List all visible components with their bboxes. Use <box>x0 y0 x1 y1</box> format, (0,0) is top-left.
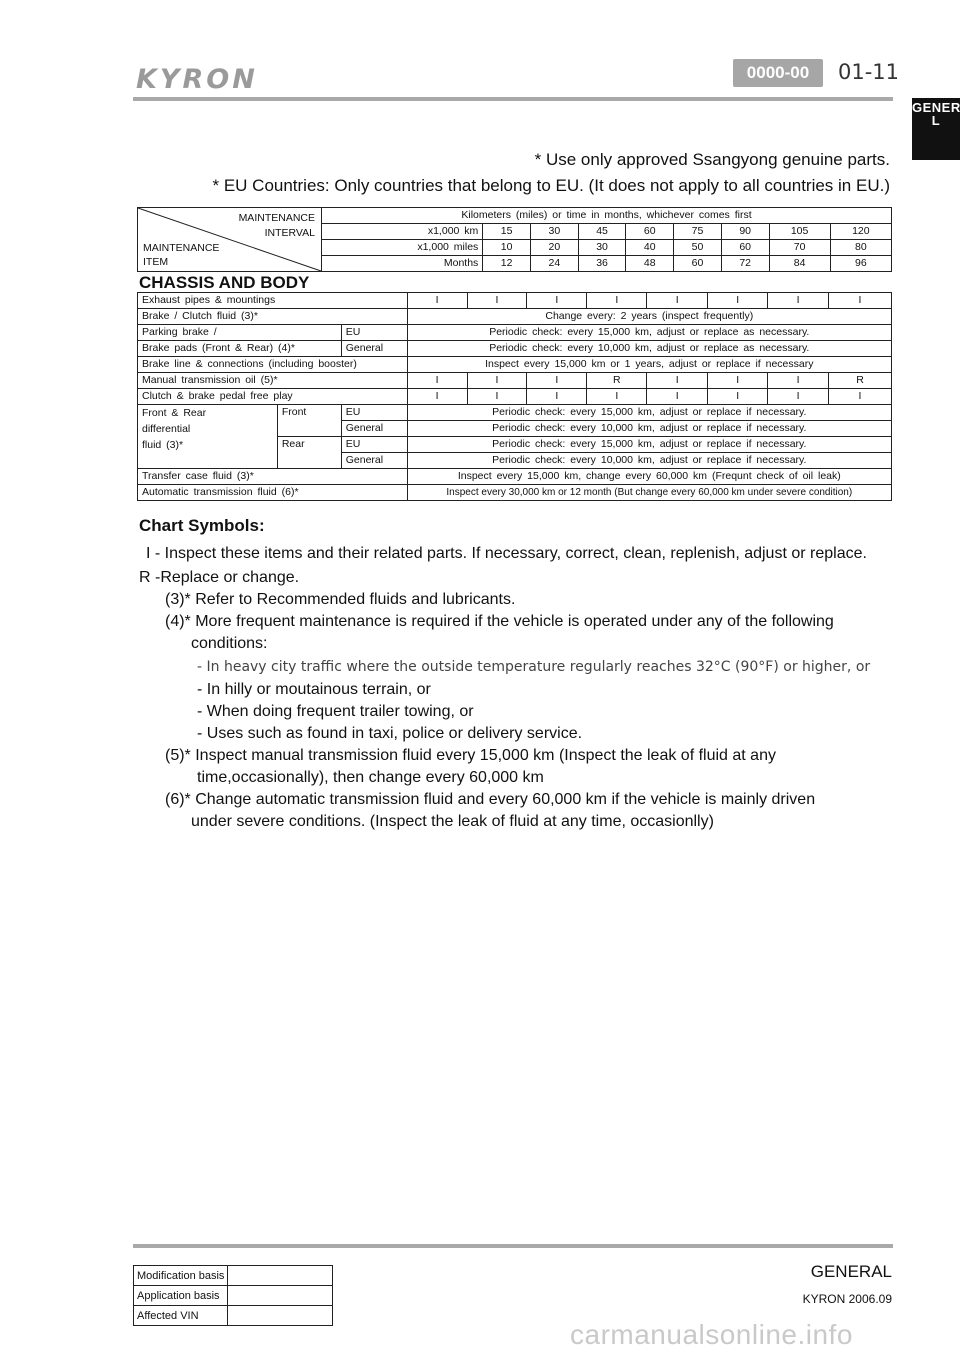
side-tab-line-1: GENERA <box>912 100 971 115</box>
watermark: carmanualsonline.info <box>570 1319 853 1350</box>
interval-cell: 50 <box>674 240 722 256</box>
side-tab-line-2: L <box>931 113 941 128</box>
table-row <box>138 341 892 357</box>
mod-value <box>228 1266 333 1286</box>
table-row <box>134 1286 333 1306</box>
schedule-cell: R <box>587 373 647 389</box>
schedule-cell: I <box>647 373 708 389</box>
interval-cell: 80 <box>830 240 891 256</box>
interval-cell: 60 <box>626 224 674 240</box>
region-label: EU <box>341 325 407 341</box>
interval-cell: 60 <box>721 240 769 256</box>
item-label: Brake pads (Front & Rear) (4)* <box>138 341 342 357</box>
table-row <box>138 485 892 501</box>
table-row <box>134 1266 333 1286</box>
corner-bottom-line-1: MAINTENANCE <box>143 242 220 254</box>
interval-cell: 12 <box>483 256 531 272</box>
table-row <box>138 405 892 421</box>
section-code-badge: 0000-00 <box>733 59 823 87</box>
interval-cell: 20 <box>531 240 579 256</box>
region-label: General <box>341 453 407 469</box>
interval-cell: 45 <box>578 224 626 240</box>
mod-label: Modification basis <box>134 1266 228 1286</box>
corner-top-line-1: MAINTENANCE <box>238 212 315 224</box>
schedule-text: Inspect every 30,000 km or 12 month (But change every 60,000 km under severe condition) <box>407 485 891 501</box>
schedule-cell: I <box>467 293 527 309</box>
condition-hilly-terrain: - In hilly or moutainous terrain, or <box>197 681 431 698</box>
table-row <box>138 293 892 309</box>
schedule-cell: R <box>829 373 892 389</box>
symbol-inspect: I - Inspect these items and their related parts. If necessary, correct, clean, replenish, adjust or replace. <box>146 545 867 562</box>
schedule-cell: I <box>407 389 467 405</box>
schedule-cell: I <box>768 389 829 405</box>
schedule-cell: I <box>587 389 647 405</box>
mod-label: Affected VIN <box>134 1306 228 1326</box>
header-divider <box>133 97 893 101</box>
table-row <box>138 325 892 341</box>
table-row <box>138 389 892 405</box>
mod-label: Application basis <box>134 1286 228 1306</box>
interval-cell: 24 <box>531 256 579 272</box>
schedule-cell: I <box>587 293 647 309</box>
condition-trailer-towing: - When doing frequent trailer towing, or <box>197 703 474 720</box>
table-row <box>138 357 892 373</box>
interval-cell: 30 <box>578 240 626 256</box>
footer-section-name: GENERAL <box>810 1262 892 1281</box>
side-tab-general[interactable] <box>912 98 971 160</box>
table-corner-cell <box>138 208 322 272</box>
item-label: Brake / Clutch fluid (3)* <box>138 309 408 325</box>
item-label: Manual transmission oil (5)* <box>138 373 408 389</box>
schedule-text: Periodic check: every 15,000 km, adjust or replace if necessary. <box>407 437 891 453</box>
schedule-text: Periodic check: every 15,000 km, adjust or replace as necessary. <box>407 325 891 341</box>
schedule-cell: I <box>829 293 892 309</box>
schedule-cell: I <box>527 373 587 389</box>
schedule-cell: I <box>708 293 768 309</box>
item-label: differential <box>142 423 191 435</box>
schedule-text: Periodic check: every 10,000 km, adjust or replace if necessary. <box>407 453 891 469</box>
chart-symbols-title: Chart Symbols: <box>139 516 265 535</box>
kyron-logo: KYRON <box>136 64 258 95</box>
mod-value <box>228 1286 333 1306</box>
footnote-5-cont: time,occasionally), then change every 60,000 km <box>197 769 544 786</box>
corner-bottom-line-2: ITEM <box>143 256 169 268</box>
section-title-chassis: CHASSIS AND BODY <box>139 273 310 292</box>
unit-label: x1,000 miles <box>322 240 483 256</box>
schedule-cell: I <box>647 389 708 405</box>
schedule-cell: I <box>829 389 892 405</box>
schedule-cell: I <box>768 373 829 389</box>
axle-label-front: Front <box>277 405 341 437</box>
schedule-cell: I <box>467 373 527 389</box>
item-label: Brake line & connections (including booster) <box>138 357 408 373</box>
item-label: Parking brake / <box>138 325 342 341</box>
schedule-cell: I <box>407 293 467 309</box>
interval-cell: 105 <box>769 224 830 240</box>
corner-item-label <box>143 241 219 269</box>
schedule-cell: I <box>407 373 467 389</box>
table-row <box>138 373 892 389</box>
corner-interval-label <box>239 211 315 241</box>
unit-label: x1,000 km <box>322 224 483 240</box>
schedule-text: Inspect every 15,000 km, change every 60,000 km (Frequnt check of oil leak) <box>407 469 891 485</box>
footer-divider <box>133 1244 893 1248</box>
table-row <box>134 1306 333 1326</box>
interval-cell: 40 <box>626 240 674 256</box>
differential-label <box>138 405 278 469</box>
schedule-cell: I <box>467 389 527 405</box>
interval-cell: 120 <box>830 224 891 240</box>
interval-cell: 96 <box>830 256 891 272</box>
schedule-cell: I <box>768 293 829 309</box>
modification-table <box>133 1265 333 1326</box>
schedule-cell: I <box>708 389 768 405</box>
interval-cell: 36 <box>578 256 626 272</box>
footnote-6-cont: under severe conditions. (Inspect the leak of fluid at any time, occasionlly) <box>191 813 714 830</box>
page-number: 01-11 <box>838 60 900 84</box>
interval-cell: 15 <box>483 224 531 240</box>
region-label: EU <box>341 405 407 421</box>
table-row <box>138 469 892 485</box>
schedule-text: Periodic check: every 15,000 km, adjust or replace if necessary. <box>407 405 891 421</box>
interval-cell: 48 <box>626 256 674 272</box>
axle-label-rear: Rear <box>277 437 341 469</box>
condition-service-use: - Uses such as found in taxi, police or delivery service. <box>197 725 583 742</box>
item-label: Clutch & brake pedal free play <box>138 389 408 405</box>
mod-value <box>228 1306 333 1326</box>
item-label: fluid (3)* <box>142 439 184 451</box>
interval-header-table <box>137 207 892 272</box>
region-label: General <box>341 341 407 357</box>
footnote-6: (6)* Change automatic transmission fluid and every 60,000 km if the vehicle is mainly driven <box>165 791 816 808</box>
interval-cell: 90 <box>721 224 769 240</box>
item-label: Automatic transmission fluid (6)* <box>138 485 408 501</box>
interval-cell: 30 <box>531 224 579 240</box>
interval-cell: 70 <box>769 240 830 256</box>
schedule-text: Inspect every 15,000 km or 1 years, adjust or replace if necessary <box>407 357 891 373</box>
footnote-3: (3)* Refer to Recommended fluids and lubricants. <box>165 591 516 608</box>
item-label: Transfer case fluid (3)* <box>138 469 408 485</box>
interval-cell: 60 <box>674 256 722 272</box>
schedule-text: Change every: 2 years (inspect frequently) <box>407 309 891 325</box>
schedule-text: Periodic check: every 10,000 km, adjust or replace if necessary. <box>407 421 891 437</box>
footnote-5: (5)* Inspect manual transmission fluid every 15,000 km (Inspect the leak of fluid at any <box>165 747 776 764</box>
corner-top-line-2: INTERVAL <box>264 227 315 239</box>
interval-cell: 84 <box>769 256 830 272</box>
interval-cell: 75 <box>674 224 722 240</box>
schedule-cell: I <box>708 373 768 389</box>
interval-cell: 72 <box>721 256 769 272</box>
unit-label: Months <box>322 256 483 272</box>
footer-edition: KYRON 2006.09 <box>802 1292 892 1306</box>
item-label: Front & Rear <box>142 407 207 419</box>
footnote-4-conditions: conditions: <box>191 635 268 652</box>
schedule-cell: I <box>527 389 587 405</box>
interval-cell: 10 <box>483 240 531 256</box>
region-label: EU <box>341 437 407 453</box>
table-row <box>138 309 892 325</box>
chassis-body-table <box>137 292 892 501</box>
eu-countries-note: * EU Countries: Only countries that belong to EU. (It does not apply to all countries in EU.) <box>212 176 890 195</box>
schedule-cell: I <box>647 293 708 309</box>
genuine-parts-note: * Use only approved Ssangyong genuine parts. <box>534 150 890 169</box>
interval-span-title: Kilometers (miles) or time in months, whichever comes first <box>322 208 892 224</box>
footnote-4: (4)* More frequent maintenance is required if the vehicle is operated under any of the following <box>165 613 834 630</box>
schedule-text: Periodic check: every 10,000 km, adjust or replace as necessary. <box>407 341 891 357</box>
condition-city-traffic: - In heavy city traffic where the outside temperature regularly reaches 32°C (90°F) or higher, or <box>197 659 871 675</box>
symbol-replace: R -Replace or change. <box>139 569 300 586</box>
region-label: General <box>341 421 407 437</box>
schedule-cell: I <box>527 293 587 309</box>
item-label: Exhaust pipes & mountings <box>138 293 408 309</box>
